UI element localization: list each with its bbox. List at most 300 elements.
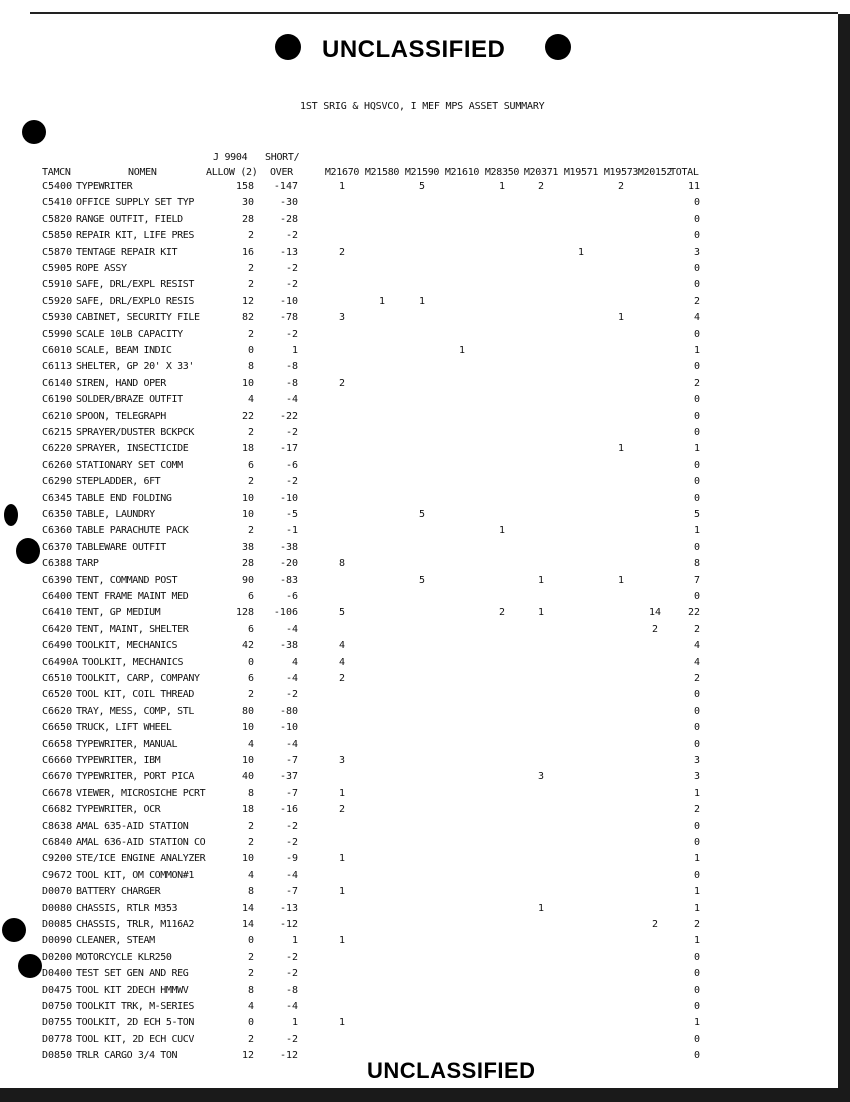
table-row — [0, 985, 850, 1001]
table-row — [0, 673, 850, 689]
unit-qty-cell: 5 — [418, 509, 426, 520]
tamcn-cell: C6420 — [42, 623, 73, 635]
tamcn-cell: C6260 — [42, 459, 73, 471]
table-row — [0, 886, 850, 902]
short-over-cell: -12 — [279, 1050, 298, 1062]
unit-qty-cell: 1 — [338, 853, 346, 865]
tamcn-cell: C6190 — [42, 394, 73, 406]
allow-cell: 0 — [247, 656, 254, 668]
table-row — [0, 263, 850, 279]
total-cell: 2 — [693, 804, 700, 816]
table-row — [0, 657, 850, 673]
short-over-cell: -38 — [279, 541, 298, 553]
table-row — [0, 247, 850, 263]
nomen-cell: STE/ICE ENGINE ANALYZER — [76, 853, 206, 865]
allow-cell: 2 — [247, 427, 254, 438]
nomen-cell: TABLEWARE OUTFIT — [76, 541, 166, 553]
tamcn-cell: C5820 — [42, 213, 73, 225]
table-row — [0, 197, 850, 213]
total-cell: 0 — [693, 869, 700, 881]
nomen-cell: TOOLKIT, MECHANICS — [76, 640, 178, 652]
table-row — [0, 329, 850, 345]
tamcn-cell: C6670 — [42, 771, 73, 783]
tamcn-cell: C8638 — [42, 820, 73, 832]
tamcn-cell: C6660 — [42, 755, 73, 766]
unit-qty-cell: 5 — [418, 574, 426, 586]
short-over-cell: -16 — [279, 804, 298, 816]
allow-cell: 10 — [241, 492, 254, 504]
unit-qty-cell: 1 — [617, 443, 625, 455]
short-over-cell: -7 — [285, 787, 298, 799]
table-row — [0, 903, 850, 919]
short-over-cell: -17 — [279, 443, 298, 455]
total-cell: 0 — [693, 738, 700, 750]
allow-cell: 2 — [247, 279, 254, 291]
nomen-cell: SHELTER, GP 20' X 33' — [76, 361, 195, 373]
tamcn-cell: C9672 — [42, 869, 73, 881]
short-over-cell: -2 — [285, 230, 298, 242]
total-cell: 0 — [693, 263, 700, 274]
short-over-cell: -2 — [285, 328, 298, 340]
table-row — [0, 919, 850, 935]
allow-cell: 8 — [247, 361, 254, 373]
nomen-cell: SOLDER/BRAZE OUTFIT — [76, 394, 183, 406]
table-row — [0, 181, 850, 197]
nomen-cell: TOOLKIT, 2D ECH 5-TON — [76, 1017, 195, 1029]
total-cell: 2 — [693, 673, 700, 684]
tamcn-cell: C5850 — [42, 230, 73, 242]
allow-cell: 14 — [241, 902, 254, 914]
short-over-cell: -2 — [285, 837, 298, 848]
short-over-cell: -2 — [285, 689, 298, 701]
nomen-cell: AMAL 635-AID STATION — [76, 820, 189, 832]
tamcn-cell: C6510 — [42, 673, 73, 684]
unit-qty-cell: 2 — [338, 673, 346, 684]
unit-qty-cell: 3 — [338, 755, 346, 766]
total-cell: 7 — [693, 574, 700, 586]
allow-cell: 42 — [241, 640, 254, 652]
table-row — [0, 411, 850, 427]
tamcn-cell: C6388 — [42, 558, 73, 570]
tamcn-cell: C6215 — [42, 427, 73, 438]
tamcn-cell: C5920 — [42, 295, 73, 307]
allow-cell: 128 — [235, 607, 254, 619]
nomen-cell: TABLE PARACHUTE PACK — [76, 525, 189, 537]
total-cell: 0 — [693, 968, 700, 980]
tamcn-cell: C5870 — [42, 246, 73, 258]
table-row — [0, 509, 850, 525]
unit-qty-cell: 1 — [338, 181, 346, 192]
tamcn-cell: C6345 — [42, 492, 73, 504]
table-row — [0, 870, 850, 886]
nomen-cell: TRAY, MESS, COMP, STL — [76, 705, 195, 717]
nomen-cell: TENTAGE REPAIR KIT — [76, 246, 178, 258]
short-over-cell: -2 — [285, 476, 298, 488]
total-cell: 4 — [693, 312, 700, 324]
total-cell: 0 — [693, 213, 700, 225]
allow-cell: 40 — [241, 771, 254, 783]
page-bottom-edge — [0, 1088, 850, 1102]
tamcn-cell: C6400 — [42, 591, 73, 602]
nomen-cell: AMAL 636-AID STATION CO — [76, 837, 206, 848]
nomen-cell: TOOL KIT, 2D ECH CUCV — [76, 1033, 195, 1045]
tamcn-cell: C6010 — [42, 345, 73, 356]
total-cell: 0 — [693, 394, 700, 406]
tamcn-cell: C5990 — [42, 328, 73, 340]
short-over-cell: -1 — [285, 525, 298, 537]
table-row — [0, 804, 850, 820]
short-over-cell: -30 — [279, 197, 298, 209]
total-cell: 0 — [693, 410, 700, 422]
unit-header: M21670 — [324, 167, 360, 178]
total-cell: 4 — [693, 640, 700, 652]
short-over-cell: -13 — [279, 902, 298, 914]
nomen-cell: TYPEWRITER, OCR — [76, 804, 161, 816]
nomen-cell: CABINET, SECURITY FILE — [76, 312, 200, 324]
unit-header: M28350 — [484, 167, 520, 178]
total-cell: 0 — [693, 279, 700, 291]
allow-cell: 2 — [247, 230, 254, 242]
unit-header: M21580 — [364, 167, 400, 178]
table-row — [0, 378, 850, 394]
tamcn-cell: C6370 — [42, 541, 73, 553]
unit-qty-cell: 2 — [498, 607, 506, 619]
total-cell: 0 — [693, 984, 700, 996]
table-row — [0, 427, 850, 443]
unit-header: M19571 — [563, 167, 599, 178]
unit-qty-cell: 5 — [338, 607, 346, 619]
total-cell: 0 — [693, 689, 700, 701]
short-over-cell: -2 — [285, 968, 298, 980]
table-row — [0, 1001, 850, 1017]
unit-qty-cell: 14 — [648, 607, 662, 619]
nomen-cell: SPRAYER/DUSTER BCKPCK — [76, 427, 195, 438]
nomen-cell: TYPEWRITER, MANUAL — [76, 738, 178, 750]
allow-cell: 10 — [241, 755, 254, 766]
total-cell: 1 — [693, 886, 700, 898]
unit-qty-cell: 3 — [537, 771, 545, 783]
nomen-cell: SCALE, BEAM INDIC — [76, 345, 172, 356]
short-over-cell: -78 — [279, 312, 298, 324]
allow-cell: 28 — [241, 558, 254, 570]
tamcn-cell: C5410 — [42, 197, 73, 209]
total-cell: 0 — [693, 541, 700, 553]
short-over-cell: -2 — [285, 820, 298, 832]
unit-qty-cell: 1 — [338, 935, 346, 947]
table-row — [0, 230, 850, 246]
unit-qty-cell: 1 — [338, 787, 346, 799]
nomen-cell: TENT, COMMAND POST — [76, 574, 178, 586]
nomen-cell: TRUCK, LIFT WHEEL — [76, 722, 172, 734]
allow-cell: 0 — [247, 345, 254, 356]
short-over-cell: -106 — [273, 607, 298, 619]
table-row — [0, 296, 850, 312]
unit-qty-cell: 4 — [338, 656, 346, 668]
allow-cell: 14 — [241, 919, 254, 930]
total-cell: 2 — [693, 623, 700, 635]
short-over-cell: -4 — [285, 623, 298, 635]
short-over-cell: -13 — [279, 246, 298, 258]
short-header-top: SHORT/ — [265, 152, 300, 163]
unit-qty-cell: 1 — [617, 312, 625, 324]
allow-cell: 2 — [247, 837, 254, 848]
allow-cell: 80 — [241, 705, 254, 717]
total-cell: 1 — [693, 525, 700, 537]
tamcn-cell: D0400 — [42, 968, 73, 980]
report-title: 1ST SRIG & HQSVCO, I MEF MPS ASSET SUMMARY — [300, 101, 545, 112]
table-row — [0, 968, 850, 984]
table-row — [0, 312, 850, 328]
unit-qty-cell: 1 — [577, 246, 585, 258]
nomen-cell: TYPEWRITER, IBM — [76, 755, 161, 766]
nomen-cell: TABLE, LAUNDRY — [76, 509, 155, 520]
table-row — [0, 689, 850, 705]
nomen-cell: SCALE 10LB CAPACITY — [76, 328, 183, 340]
total-cell: 3 — [693, 771, 700, 783]
table-row — [0, 345, 850, 361]
tamcn-cell: D0778 — [42, 1033, 73, 1045]
short-over-cell: -4 — [285, 869, 298, 881]
table-row — [0, 722, 850, 738]
total-cell: 0 — [693, 1001, 700, 1012]
allow-cell: 2 — [247, 476, 254, 488]
short-over-cell: -2 — [285, 279, 298, 291]
nomen-cell: VIEWER, MICROSICHE PCRT — [76, 787, 206, 799]
nomen-cell: SIREN, HAND OPER — [76, 377, 166, 389]
table-row — [0, 607, 850, 623]
short-over-cell: -6 — [285, 459, 298, 471]
nomen-cell: TARP — [76, 558, 99, 570]
tamcn-cell: D0475 — [42, 984, 73, 996]
total-cell: 5 — [693, 509, 700, 520]
total-cell: 3 — [693, 246, 700, 258]
short-over-cell: -38 — [279, 640, 298, 652]
tamcn-cell: C6350 — [42, 509, 73, 520]
allow-cell: 0 — [247, 1017, 254, 1029]
tamcn-cell: D0090 — [42, 935, 73, 947]
tamcn-cell: C6410 — [42, 607, 73, 619]
allow-cell: 2 — [247, 525, 254, 537]
nomen-cell: ROPE ASSY — [76, 263, 127, 274]
allow-cell: 90 — [241, 574, 254, 586]
table-row — [0, 214, 850, 230]
table-row — [0, 853, 850, 869]
allow-cell: 22 — [241, 410, 254, 422]
nomen-cell: CHASSIS, TRLR, M116A2 — [76, 919, 195, 930]
short-over-cell: -9 — [285, 853, 298, 865]
total-cell: 2 — [693, 377, 700, 389]
total-cell: 4 — [693, 656, 700, 668]
nomen-cell: TOOLKIT, CARP, COMPANY — [76, 673, 200, 684]
tamcn-cell: C5930 — [42, 312, 73, 324]
allow-cell: 4 — [247, 394, 254, 406]
unit-qty-cell: 1 — [498, 525, 506, 537]
total-cell: 0 — [693, 722, 700, 734]
total-cell: 0 — [693, 820, 700, 832]
nomen-cell: TOOL KIT, COIL THREAD — [76, 689, 195, 701]
unit-qty-cell: 1 — [498, 181, 506, 192]
table-row — [0, 788, 850, 804]
unit-qty-cell: 2 — [537, 181, 545, 192]
table-row — [0, 591, 850, 607]
allow-cell: 4 — [247, 869, 254, 881]
short-over-cell: -2 — [285, 951, 298, 963]
short-over-cell: -22 — [279, 410, 298, 422]
table-row — [0, 821, 850, 837]
total-cell: 3 — [693, 755, 700, 766]
total-cell: 0 — [693, 591, 700, 602]
allow-cell: 4 — [247, 738, 254, 750]
short-header-bottom: OVER — [270, 167, 293, 178]
table-row — [0, 575, 850, 591]
tamcn-cell: D0085 — [42, 919, 73, 930]
allow-cell: 10 — [241, 853, 254, 865]
short-over-cell: -10 — [279, 722, 298, 734]
total-cell: 0 — [693, 476, 700, 488]
nomen-cell: BATTERY CHARGER — [76, 886, 161, 898]
unit-qty-cell: 3 — [338, 312, 346, 324]
tamcn-header: TAMCN — [42, 167, 71, 178]
short-over-cell: -4 — [285, 673, 298, 684]
tamcn-cell: C5400 — [42, 181, 73, 192]
tamcn-cell: D0200 — [42, 951, 73, 963]
allow-cell: 2 — [247, 1033, 254, 1045]
nomen-cell: SPRAYER, INSECTICIDE — [76, 443, 189, 455]
table-row — [0, 739, 850, 755]
classification-banner-top: UNCLASSIFIED — [322, 36, 506, 63]
nomen-cell: TYPEWRITER, PORT PICA — [76, 771, 195, 783]
total-cell: 0 — [693, 492, 700, 504]
total-cell: 1 — [693, 853, 700, 865]
table-row — [0, 1034, 850, 1050]
total-cell: 0 — [693, 361, 700, 373]
table-row — [0, 394, 850, 410]
short-over-cell: -7 — [285, 886, 298, 898]
short-over-cell: -6 — [285, 591, 298, 602]
nomen-cell: RANGE OUTFIT, FIELD — [76, 213, 183, 225]
unit-qty-cell: 2 — [651, 919, 659, 930]
allow-cell: 6 — [247, 673, 254, 684]
nomen-cell: REPAIR KIT, LIFE PRES — [76, 230, 195, 242]
short-over-cell: -2 — [285, 427, 298, 438]
short-over-cell: -8 — [285, 361, 298, 373]
short-over-cell: -4 — [285, 394, 298, 406]
tamcn-cell: C6520 — [42, 689, 73, 701]
nomen-cell: CHASSIS, RTLR M353 — [76, 902, 178, 914]
tamcn-cell: D0850 — [42, 1050, 73, 1062]
short-over-cell: -147 — [273, 181, 298, 192]
unit-qty-cell: 1 — [617, 574, 625, 586]
total-cell: 2 — [693, 919, 700, 930]
tamcn-cell: D0755 — [42, 1017, 73, 1029]
table-row — [0, 493, 850, 509]
total-cell: 0 — [693, 951, 700, 963]
unit-qty-cell: 1 — [458, 345, 466, 356]
unit-qty-cell: 2 — [338, 246, 346, 258]
allow-cell: 8 — [247, 886, 254, 898]
tamcn-cell: C6650 — [42, 722, 73, 734]
table-row — [0, 755, 850, 771]
allow-cell: 2 — [247, 951, 254, 963]
total-cell: 0 — [693, 427, 700, 438]
table-row — [0, 558, 850, 574]
tamcn-cell: C6140 — [42, 377, 73, 389]
short-over-cell: -7 — [285, 755, 298, 766]
nomen-cell: SAFE, DRL/EXPLO RESIS — [76, 295, 195, 307]
short-over-cell: -2 — [285, 263, 298, 274]
total-cell: 1 — [693, 935, 700, 947]
allow-cell: 6 — [247, 623, 254, 635]
nomen-header: NOMEN — [128, 167, 157, 178]
tamcn-cell: C6390 — [42, 574, 73, 586]
unit-qty-cell: 1 — [537, 607, 545, 619]
total-cell: 0 — [693, 1050, 700, 1062]
total-header: TOTAL — [670, 167, 699, 178]
short-over-cell: -4 — [285, 738, 298, 750]
classification-banner-bottom: UNCLASSIFIED — [367, 1058, 536, 1083]
table-row — [0, 935, 850, 951]
unit-qty-cell: 2 — [338, 377, 346, 389]
table-row — [0, 443, 850, 459]
unit-qty-cell: 1 — [537, 574, 545, 586]
allow-cell: 10 — [241, 509, 254, 520]
unit-qty-cell: 1 — [537, 902, 545, 914]
nomen-cell: TABLE END FOLDING — [76, 492, 172, 504]
total-cell: 1 — [693, 345, 700, 356]
punch-hole-top-right — [545, 34, 571, 60]
allow-cell: 30 — [241, 197, 254, 209]
allow-cell: 38 — [241, 541, 254, 553]
short-over-cell: 1 — [291, 1017, 298, 1029]
nomen-cell: OFFICE SUPPLY SET TYP — [76, 197, 195, 209]
allow-cell: 10 — [241, 377, 254, 389]
short-over-cell: -5 — [285, 509, 298, 520]
nomen-cell: TENT, GP MEDIUM — [76, 607, 161, 619]
short-over-cell: -37 — [279, 771, 298, 783]
unit-header: M20152 — [637, 167, 673, 178]
table-row — [0, 640, 850, 656]
allow-header-bottom: ALLOW (2) — [206, 167, 258, 178]
short-over-cell: -83 — [279, 574, 298, 586]
unit-qty-cell: 2 — [651, 623, 659, 635]
total-cell: 11 — [687, 181, 700, 192]
table-row — [0, 771, 850, 787]
unit-qty-cell: 4 — [338, 640, 346, 652]
total-cell: 0 — [693, 230, 700, 242]
table-row — [0, 1017, 850, 1033]
nomen-cell: TOOLKIT TRK, M-SERIES — [76, 1001, 195, 1012]
allow-cell: 18 — [241, 443, 254, 455]
allow-cell: 2 — [247, 820, 254, 832]
table-row — [0, 361, 850, 377]
short-over-cell: -20 — [279, 558, 298, 570]
tamcn-cell: C6113 — [42, 361, 73, 373]
table-row — [0, 542, 850, 558]
total-cell: 0 — [693, 705, 700, 717]
nomen-cell: CLEANER, STEAM — [76, 935, 155, 947]
total-cell: 8 — [693, 558, 700, 570]
allow-cell: 158 — [235, 181, 254, 192]
tamcn-cell: C6210 — [42, 410, 73, 422]
unit-qty-cell: 2 — [617, 181, 625, 192]
unit-qty-cell: 2 — [338, 804, 346, 816]
table-row — [0, 476, 850, 492]
unit-header: M21610 — [444, 167, 480, 178]
nomen-cell: TYPEWRITER — [76, 181, 133, 192]
nomen-cell: TENT FRAME MAINT MED — [76, 591, 189, 602]
unit-header: M19573 — [603, 167, 639, 178]
total-cell: 1 — [693, 1017, 700, 1029]
